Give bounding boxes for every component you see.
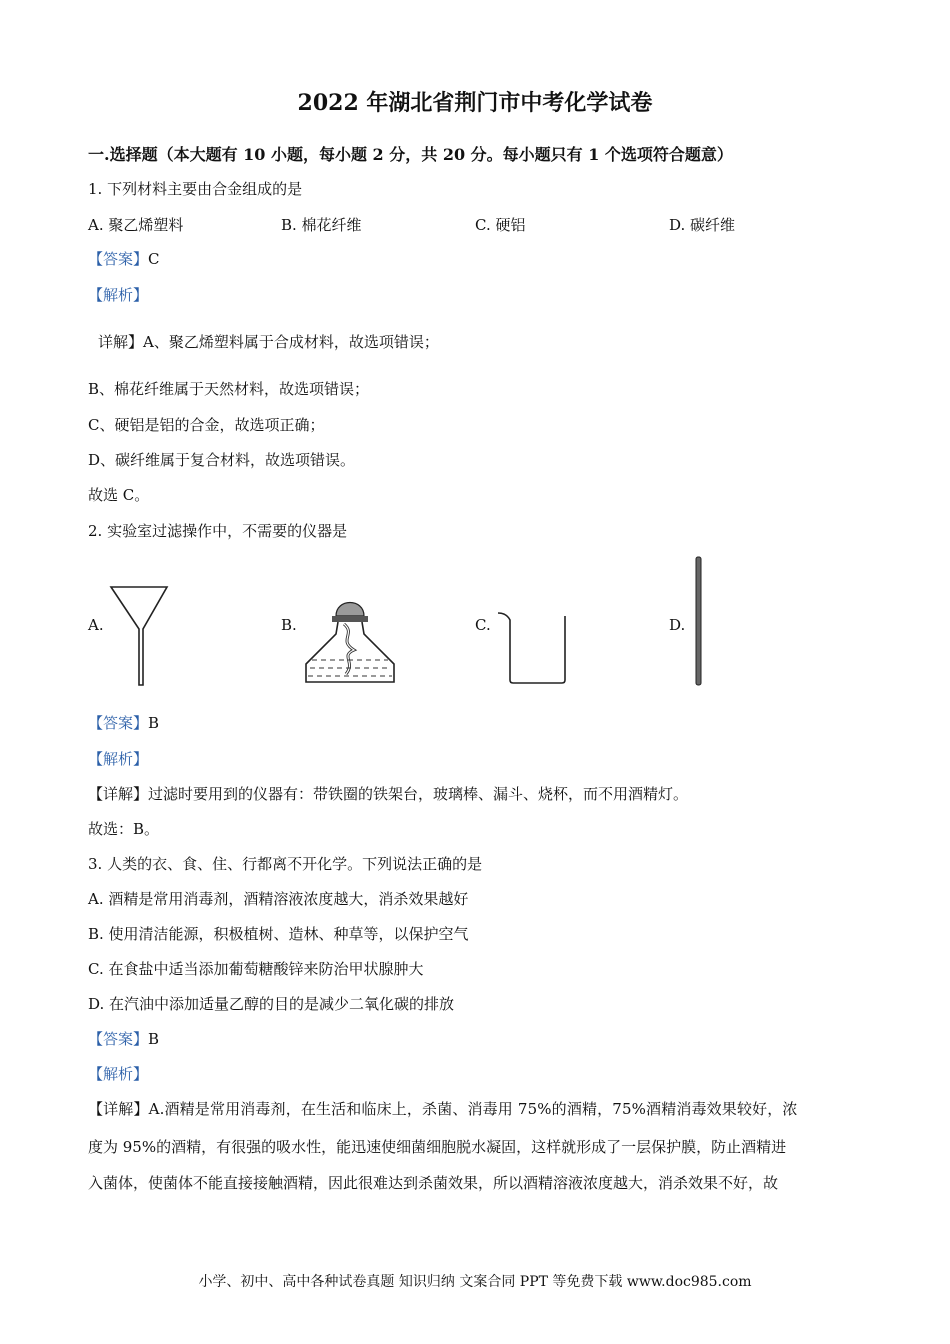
q2-conclusion: 故选：B。 <box>88 820 160 838</box>
beaker-icon <box>496 610 568 686</box>
detail-label: 【详解】 <box>88 1100 149 1118</box>
q1-option-c: C. 硬铝 <box>475 216 526 234</box>
q2-option-d-label: D. <box>669 616 686 634</box>
q3-answer <box>88 1028 159 1049</box>
q1-option-d: D. 碳纤维 <box>669 216 736 234</box>
q2-detail-text: 过滤时要用到的仪器有：带铁圈的铁架台，玻璃棒、漏斗、烧杯，而不用酒精灯。 <box>148 785 689 803</box>
q3-detail-line <box>88 1098 798 1119</box>
answer-label: 【答案】 <box>88 250 149 268</box>
q2-answer <box>88 712 159 733</box>
q2-option-b-label: B. <box>281 616 297 634</box>
q2-detail <box>88 783 688 804</box>
q3-answer-value: B <box>148 1030 160 1048</box>
q1-answer-value: C <box>148 250 160 268</box>
q2-analysis-label: 【解析】 <box>88 750 149 768</box>
alcohol-lamp-icon <box>300 594 400 688</box>
page-title: 2022 年湖北省荆门市中考化学试卷 <box>297 90 653 116</box>
q3-analysis-label: 【解析】 <box>88 1065 149 1083</box>
answer-label: 【答案】 <box>88 1030 149 1048</box>
section-heading: 一.选择题（本大题有 10 小题，每小题 2 分，共 20 分。每小题只有 1 个选项符合题意） <box>88 145 733 164</box>
answer-label: 【答案】 <box>88 714 149 732</box>
q1-stem: 1. 下列材料主要由合金组成的是 <box>88 180 303 198</box>
q3-detail-text: A.酒精是常用消毒剂，在生活和临床上，杀菌、消毒用 75%的酒精，75%酒精消毒效果较好，浓 <box>148 1100 798 1118</box>
q1-option-b: B. 棉花纤维 <box>281 216 362 234</box>
q2-answer-value: B <box>148 714 160 732</box>
page-footer: 小学、初中、高中各种试卷真题 知识归纳 文案合同 PPT 等免费下载 www.doc985.com <box>198 1274 752 1290</box>
q1-option-a: A. 聚乙烯塑料 <box>88 216 184 234</box>
glass-rod-icon <box>692 555 706 687</box>
q3-option-b: B. 使用清洁能源，积极植树、造林、种草等，以保护空气 <box>88 925 469 943</box>
q1-detail-line: B、棉花纤维属于天然材料，故选项错误； <box>88 380 370 398</box>
q2-option-a-label: A. <box>88 616 104 634</box>
q3-detail-line: 入菌体，使菌体不能直接接触酒精，因此很难达到杀菌效果，所以酒精溶液浓度越大，消杀效果不好，故 <box>88 1174 779 1192</box>
q1-answer <box>88 248 160 269</box>
q3-option-d: D. 在汽油中添加适量乙醇的目的是减少二氧化碳的排放 <box>88 995 455 1013</box>
q1-analysis-label: 【解析】 <box>88 286 149 304</box>
q3-detail-line: 度为 95%的酒精，有很强的吸水性，能迅速使细菌细胞脱水凝固，这样就形成了一层保护膜，防止酒精进 <box>88 1138 787 1156</box>
q1-detail-line: D、碳纤维属于复合材料，故选项错误。 <box>88 451 356 469</box>
detail-label: 【详解】 <box>88 785 149 803</box>
q2-option-c-label: C. <box>475 616 491 634</box>
q1-detail-line: C、硬铝是铝的合金，故选项正确； <box>88 416 325 434</box>
q3-option-a: A. 酒精是常用消毒剂，酒精溶液浓度越大，消杀效果越好 <box>88 890 469 908</box>
funnel-icon <box>108 584 172 688</box>
q1-detail-head: 详解】A、聚乙烯塑料属于合成材料，故选项错误； <box>98 333 439 351</box>
q1-conclusion: 故选 C。 <box>88 486 150 504</box>
q3-option-c: C. 在食盐中适当添加葡萄糖酸锌来防治甲状腺肿大 <box>88 960 424 978</box>
q3-stem: 3. 人类的衣、食、住、行都离不开化学。下列说法正确的是 <box>88 855 483 873</box>
q2-stem: 2. 实验室过滤操作中，不需要的仪器是 <box>88 522 348 540</box>
